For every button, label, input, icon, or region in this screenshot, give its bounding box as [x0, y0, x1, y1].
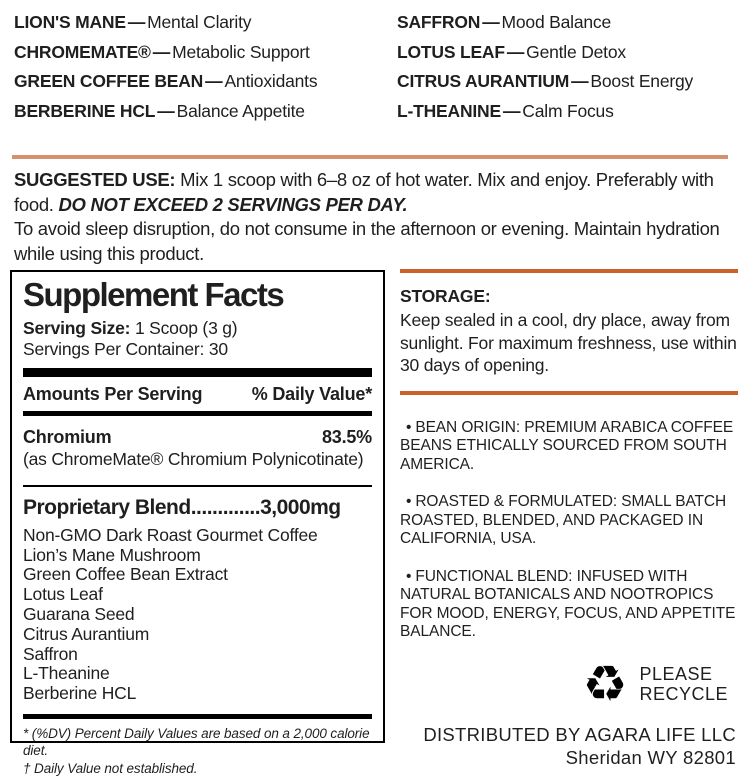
- blend-ingredient: Lotus Leaf: [23, 584, 103, 605]
- dash-separator: —: [502, 100, 521, 121]
- dash-separator: —: [571, 71, 589, 91]
- highlight-item: [14, 67, 397, 97]
- supplement-facts-panel: [10, 270, 385, 776]
- footnote-daily-values: * (%DV) Percent Daily Values are based on a 2,000 calorie diet.: [23, 725, 370, 759]
- facts-header-row: [23, 377, 372, 411]
- serving-size-value: 1 Scoop (3 g): [130, 317, 238, 338]
- ingredient-name: CITRUS AURANTIUM: [397, 71, 570, 91]
- ingredient-name: L-THEANINE: [397, 100, 501, 121]
- bullet-text: BEAN ORIGIN: PREMIUM ARABICA COFFEE BEANS ETHICALLY SOURCED FROM SOUTH AMERICA.: [400, 418, 734, 473]
- dash-separator: —: [205, 71, 223, 91]
- thin-rule: [23, 485, 372, 487]
- blend-ingredient: Berberine HCL: [23, 683, 137, 704]
- sleep-advisory-text: To avoid sleep disruption, do not consume in the afternoon or evening. Maintain hydration while using this product.: [14, 218, 720, 264]
- medium-rule: [23, 714, 372, 719]
- blend-ingredient: Saffron: [23, 643, 78, 664]
- highlight-item: [397, 38, 740, 68]
- ingredient-name: SAFFRON: [397, 12, 481, 32]
- blend-ingredient: Green Coffee Bean Extract: [23, 564, 228, 585]
- proprietary-blend-row: [23, 496, 372, 519]
- blend-ingredient-list: [23, 526, 372, 704]
- highlight-item: [14, 97, 397, 127]
- footnotes: [23, 725, 372, 777]
- dash-separator: —: [127, 12, 146, 32]
- recycle-block: [400, 655, 738, 712]
- serving-size-row: [23, 318, 372, 339]
- suggested-use-label: SUGGESTED USE:: [14, 169, 176, 190]
- product-info-bullets: [400, 419, 738, 642]
- distributor-block: [400, 723, 738, 769]
- distributor-name: DISTRIBUTED BY AGARA LIFE LLC: [423, 723, 736, 745]
- medium-rule: [23, 411, 372, 416]
- distributor-address: Sheridan WY 82801: [565, 746, 736, 768]
- daily-value-header: % Daily Value*: [251, 383, 372, 404]
- ingredient-benefit: Gentle Detox: [526, 41, 626, 62]
- top-divider: [12, 155, 728, 159]
- bullet-text: FUNCTIONAL BLEND: INFUSED WITH NATURAL BOTANICALS AND NOOTROPICS FOR MOOD, ENERGY, FOCUS, AND APPETITE BALANCE.: [400, 567, 736, 640]
- thick-rule: [23, 368, 372, 377]
- ingredient-benefit: Balance Appetite: [176, 100, 305, 121]
- dash-separator: —: [152, 41, 171, 62]
- recycle-icon: ♻: [582, 655, 628, 712]
- ingredient-name: BERBERINE HCL: [14, 100, 156, 121]
- storage-top-rule: [400, 269, 738, 273]
- ingredient-benefit: Boost Energy: [590, 71, 694, 91]
- bullet-glyph: •: [406, 418, 412, 436]
- footnote-not-established: † Daily Value not established.: [23, 760, 198, 776]
- serving-warning: DO NOT EXCEED 2 SERVINGS PER DAY.: [58, 193, 408, 215]
- right-column: [400, 269, 738, 769]
- highlight-item: [14, 8, 397, 38]
- amounts-per-serving-header: Amounts Per Serving: [23, 383, 203, 404]
- nutrient-row-chromium: [23, 427, 372, 448]
- suggested-use-text: Mix 1 scoop with 6–8 oz of hot water. Mix and enjoy. Preferably with food.: [14, 169, 714, 215]
- ingredient-benefit: Mood Balance: [501, 12, 611, 32]
- suggested-use-section: [14, 168, 744, 266]
- recycle-label: [639, 664, 728, 704]
- highlight-item: [397, 8, 740, 38]
- ingredient-benefit: Mental Clarity: [147, 12, 252, 32]
- blend-name: Proprietary Blend: [23, 495, 191, 519]
- bullet-text: ROASTED & FORMULATED: SMALL BATCH ROASTED, BLENDED, AND PACKAGED IN CALIFORNIA, USA.: [400, 493, 727, 547]
- blend-ingredient: Guarana Seed: [23, 603, 135, 624]
- blend-ingredient: Citrus Aurantium: [23, 623, 150, 644]
- storage-title: STORAGE:: [400, 286, 491, 306]
- highlights-left-column: [14, 8, 397, 126]
- blend-ingredient: Non-GMO Dark Roast Gourmet Coffee: [23, 524, 318, 545]
- ingredient-benefit: Metabolic Support: [172, 41, 310, 62]
- serving-size-label: Serving Size:: [23, 317, 131, 338]
- bullet-glyph: •: [406, 567, 412, 585]
- highlights-right-column: [397, 8, 740, 126]
- bullet-glyph: •: [406, 493, 412, 510]
- dash-separator: —: [482, 12, 500, 32]
- highlight-item: [14, 38, 397, 68]
- nutrient-name: Chromium: [23, 426, 112, 447]
- dot-leader: .............: [190, 495, 261, 519]
- dash-separator: —: [157, 100, 175, 121]
- suggested-use-paragraph: [14, 168, 744, 217]
- bullet-roasted-formulated: [400, 493, 738, 549]
- storage-text: Keep sealed in a cool, dry place, away from sunlight. For maximum freshness, use within 30 days of opening.: [400, 310, 737, 375]
- highlight-item: [397, 67, 740, 97]
- ingredient-name: LOTUS LEAF: [397, 41, 505, 62]
- ingredient-highlights: [14, 8, 740, 126]
- blend-ingredient: Lion’s Mane Mushroom: [23, 544, 201, 565]
- highlight-item: [397, 97, 740, 127]
- bullet-functional-blend: [400, 568, 738, 642]
- ingredient-benefit: Antioxidants: [224, 71, 318, 91]
- nutrient-daily-value: 83.5%: [321, 426, 372, 447]
- supplement-facts-title: Supplement Facts: [23, 276, 284, 313]
- recycle-label-line1: PLEASE: [639, 663, 713, 684]
- bullet-bean-origin: [400, 419, 738, 475]
- ingredient-name: LION'S MANE: [14, 12, 126, 32]
- recycle-label-line2: RECYCLE: [639, 683, 728, 704]
- storage-bottom-rule: [400, 391, 738, 395]
- dash-separator: —: [506, 41, 525, 62]
- blend-ingredient: L-Theanine: [23, 663, 110, 684]
- nutrient-source: (as ChromeMate® Chromium Polynicotinate): [23, 448, 364, 469]
- ingredient-benefit: Calm Focus: [522, 100, 614, 121]
- ingredient-name: GREEN COFFEE BEAN: [14, 71, 204, 91]
- blend-amount: 3,000mg: [260, 495, 341, 519]
- ingredient-name: CHROMEMATE®: [14, 41, 151, 62]
- servings-per-container: Servings Per Container: 30: [23, 338, 228, 359]
